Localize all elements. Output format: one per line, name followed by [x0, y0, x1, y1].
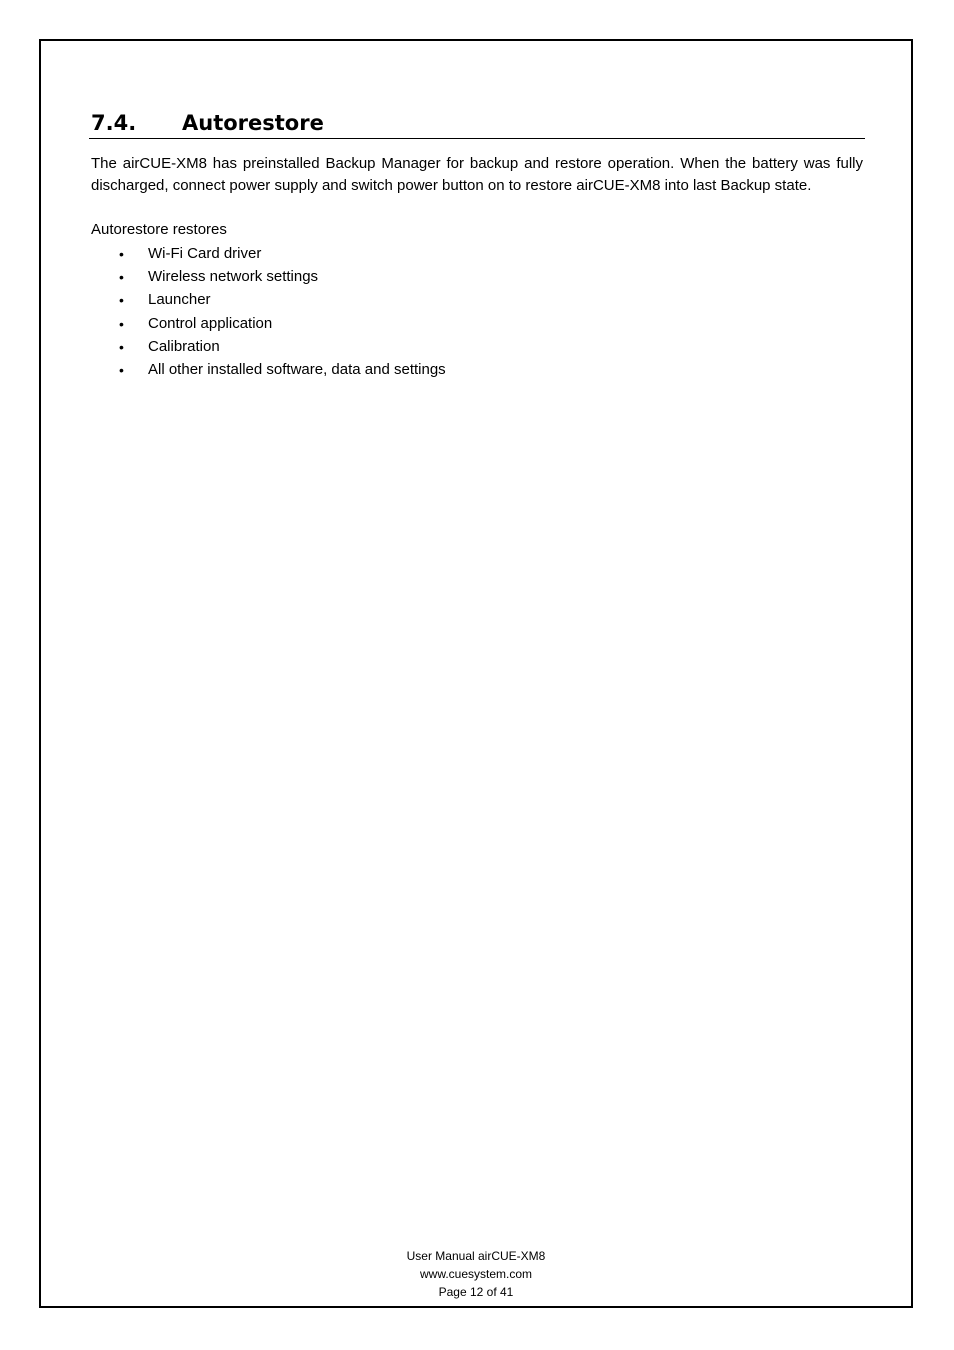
bullet-icon: •: [119, 361, 124, 378]
bullet-icon: •: [119, 315, 124, 332]
bullet-icon: •: [119, 292, 124, 309]
list-item-text: Launcher: [148, 291, 211, 309]
list-intro: Autorestore restores: [91, 221, 227, 238]
list-item-text: Wi-Fi Card driver: [148, 245, 262, 262]
footer-website: www.cuesystem.com: [419, 1267, 533, 1281]
bullet-icon: •: [119, 338, 124, 355]
bullet-icon: •: [119, 246, 124, 262]
list-item-text: All other installed software, data and settings: [148, 360, 446, 378]
body-paragraph: The airCUE-XM8 has preinstalled Backup Manager for backup and restore operation. When the battery was fully discharged, connect power supply and switch power button on to restore airCUE-XM8 into last Backup state.: [91, 155, 863, 194]
footer-manual-title: User Manual airCUE-XM8: [406, 1249, 546, 1263]
page-footer: [39, 1247, 913, 1301]
list-item-text: Control application: [148, 314, 273, 332]
section-heading: [89, 108, 865, 139]
list-item-text: Wireless network settings: [148, 268, 319, 286]
bullet-icon: •: [119, 269, 124, 286]
section-title: Autorestore: [182, 111, 324, 135]
footer-page-number: Page 12 of 41: [438, 1285, 514, 1299]
list-item-text: Calibration: [148, 337, 220, 355]
section-number: 7.4.: [91, 111, 137, 135]
